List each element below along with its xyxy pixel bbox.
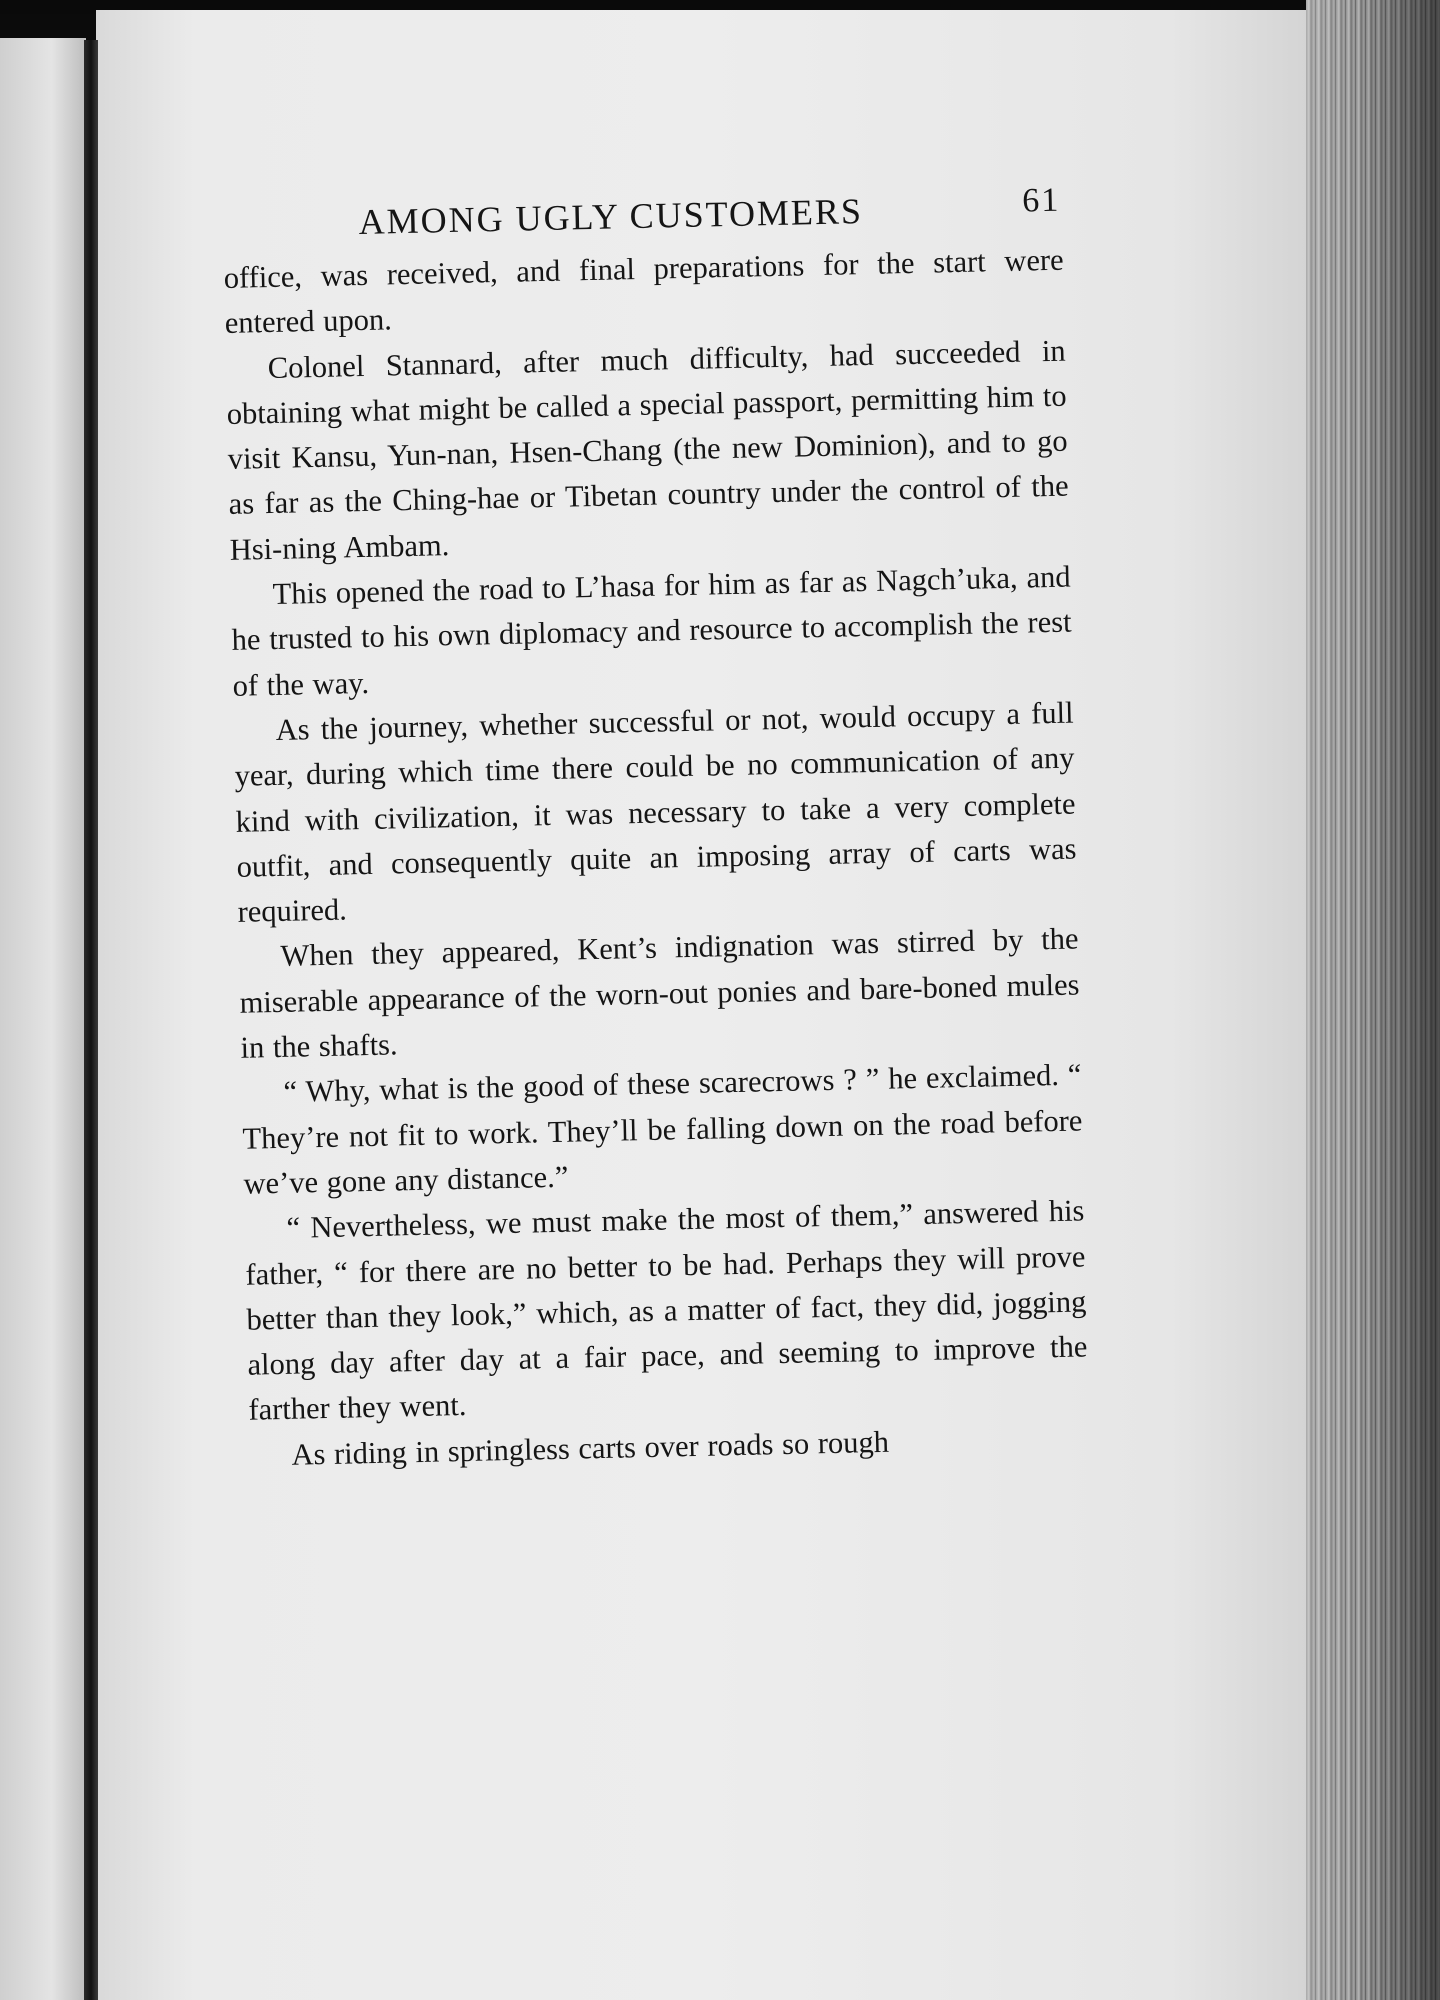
facing-page-edge [0, 38, 86, 2000]
paragraph-8: As riding in springless carts over roads so rough [291, 1424, 890, 1472]
paragraph-5: When they appeared, Kent’s indignation was stirred by the miserable appearance of the worn-out ponies and bare-boned mules in the shafts. [239, 921, 1080, 1065]
paragraph-4: As the journey, whether successful or not, would occupy a full year, during which time there could be no communication of any kind with civilization, it was necessary to take a very complete outfit, and consequently quite an imposing array of carts was required. [234, 695, 1077, 929]
page-number: 61 [1021, 181, 1061, 220]
paragraph-1: office, was received, and final preparations for the start were entered upon. [223, 242, 1064, 341]
paragraph-7: “ Nevertheless, we must make the most of them,” answered his father, “ for there are no better to be had. Perhaps they will prove better than they look,” which, as a matter of fact, they did, jogging along day after day at a fair pace, and seeming to improve the farther they went. [245, 1193, 1088, 1428]
page-text [222, 178, 1090, 1479]
paragraph-6: “ Why, what is the good of these scarecrows ? ” he exclaimed. “ They’re not fit to work. They’ll be falling down on the road before we’ve gone any distance.” [242, 1057, 1083, 1201]
paragraph-3: This opened the road to L’hasa for him as far as Nagch’uka, and he trusted to his own diplomacy and resource to accomplish the rest of the way. [231, 559, 1072, 703]
paragraph-2: Colonel Stannard, after much difficulty, had succeeded in obtaining what might be called a special passport, permitting him to visit Kansu, Yun-nan, Hsen-Chang (the new Dominion), and to go as far as the Ching-hae or Tibetan country under the control of the Hsi-ning Ambam. [226, 333, 1069, 567]
running-head-title: AMONG UGLY CUSTOMERS [358, 191, 864, 243]
book-gutter [84, 40, 98, 2000]
page-stack-shadow [1306, 0, 1440, 2000]
